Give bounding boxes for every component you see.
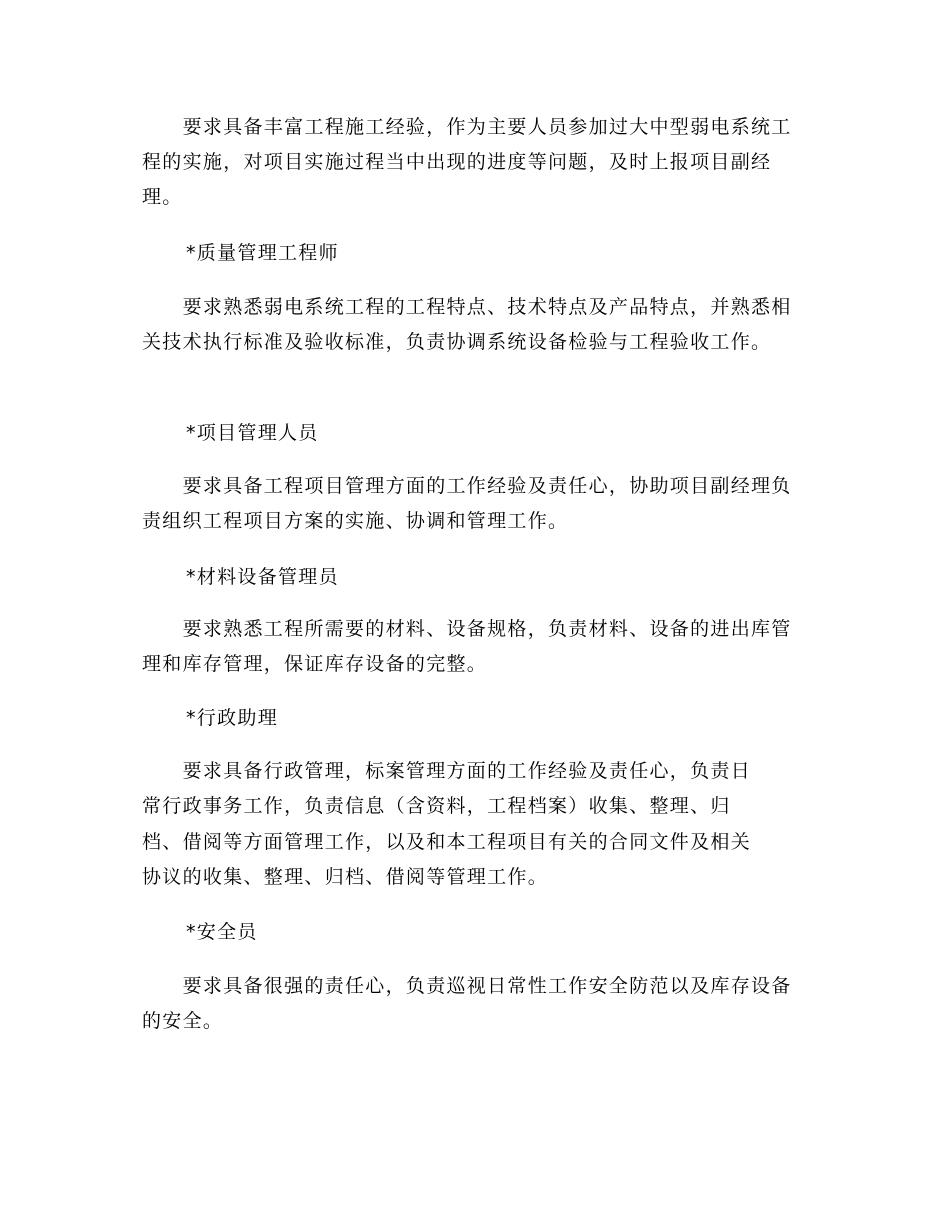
heading-project-staff: *项目管理人员 (186, 422, 319, 444)
heading-admin-assistant: *行政助理 (186, 707, 279, 729)
paragraph-project-staff: 要求具备工程项目管理方面的工作经验及责任心，协助项目副经理负责组织工程项目方案的实施、协调和管理工作。 (142, 475, 792, 532)
paragraph-safety-officer: 要求具备很强的责任心，负责巡视日常性工作安全防范以及库存设备的安全。 (142, 975, 792, 1032)
paragraph-admin-line: 协议的收集、整理、归档、借阅等管理工作。 (142, 866, 549, 888)
paragraph-intro: 要求具备丰富工程施工经验，作为主要人员参加过大中型弱电系统工程的实施，对项目实施过程当中出现的进度等问题，及时上报项目副经理。 (142, 116, 792, 208)
paragraph-admin-line: 档、借阅等方面管理工作，以及和本工程项目有关的合同文件及相关 (142, 831, 752, 853)
paragraph-admin-line: 要求具备行政管理，标案管理方面的工作经验及责任心，负责日 (142, 760, 752, 782)
paragraph-quality-engineer: 要求熟悉弱电系统工程的工程特点、技术特点及产品特点，并熟悉相关技术执行标准及验收标准，负责协调系统设备检验与工程验收工作。 (142, 296, 792, 353)
heading-safety-officer: *安全员 (186, 921, 258, 943)
paragraph-admin-line: 常行政事务工作，负责信息（含资料，工程档案）收集、整理、归 (142, 795, 731, 817)
heading-material-manager: *材料设备管理员 (186, 566, 339, 588)
paragraph-material-manager: 要求熟悉工程所需要的材料、设备规格，负责材料、设备的进出库管理和库存管理，保证库存设备的完整。 (142, 618, 792, 675)
heading-quality-engineer: *质量管理工程师 (186, 242, 339, 264)
